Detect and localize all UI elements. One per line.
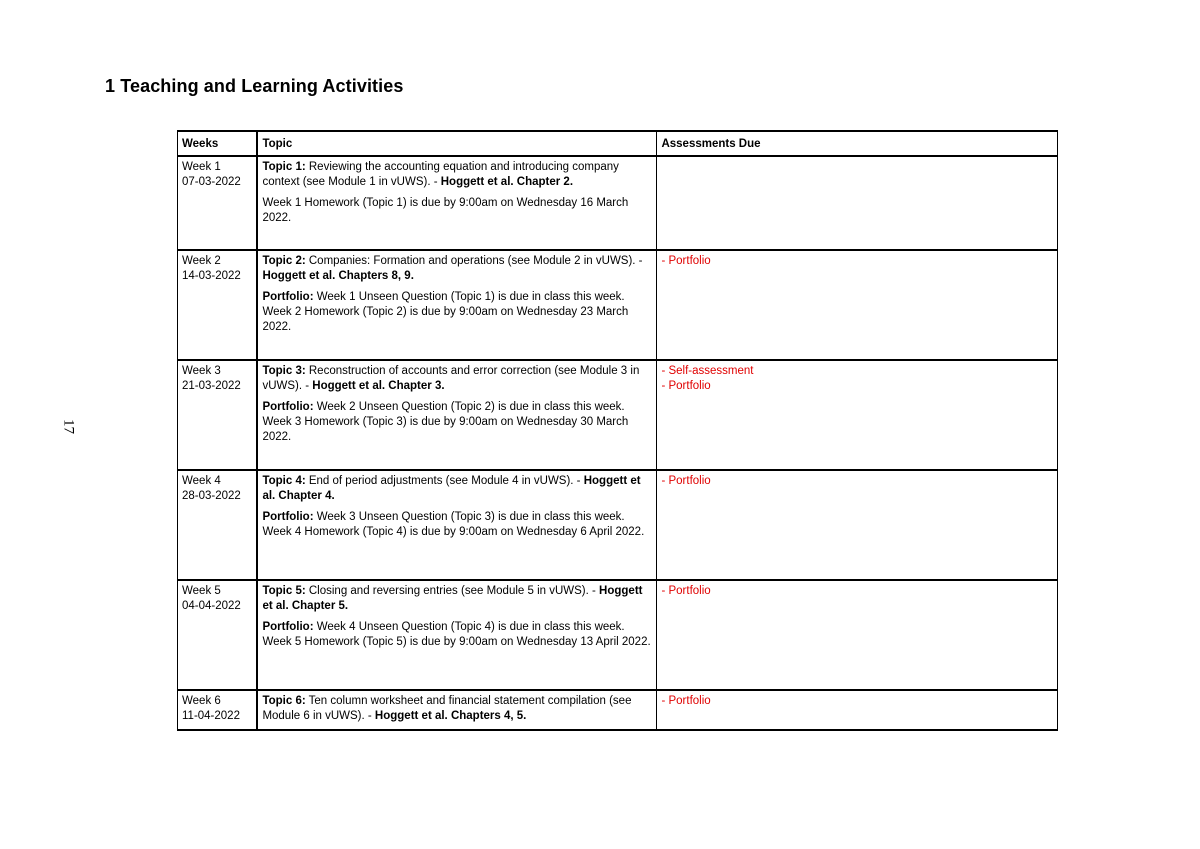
week-label: Week 6 xyxy=(182,695,221,707)
assessments-cell xyxy=(657,690,1058,730)
topic-label: Topic 5: xyxy=(262,585,306,597)
topic-line xyxy=(262,584,652,614)
table-row xyxy=(178,156,1058,250)
topic-line xyxy=(262,474,652,504)
topic-cell xyxy=(257,250,657,360)
topic-cell xyxy=(257,360,657,470)
detail-line xyxy=(262,290,652,335)
reading: Hoggett et al. Chapters 8, 9. xyxy=(262,270,414,282)
topic-label: Topic 2: xyxy=(262,255,306,267)
detail-label: Portfolio: xyxy=(262,621,314,633)
detail-text: Week 4 Unseen Question (Topic 4) is due in class this week. Week 5 Homework (Topic 5) is due by 9:00am on Wednesday 13 April 2022. xyxy=(262,621,651,648)
header-assessments: Assessments Due xyxy=(657,131,1058,156)
topic-cell xyxy=(257,156,657,250)
detail-text: Week 1 Homework (Topic 1) is due by 9:00am on Wednesday 16 March 2022. xyxy=(262,197,629,224)
schedule-table xyxy=(177,130,1058,731)
topic-text: Closing and reversing entries (see Module 5 in vUWS). - xyxy=(305,585,600,597)
week-date: 07-03-2022 xyxy=(182,176,241,188)
assessments-cell xyxy=(657,470,1058,580)
topic-label: Topic 1: xyxy=(262,161,306,173)
topic-cell xyxy=(257,690,657,730)
detail-label: Portfolio: xyxy=(262,291,314,303)
table-row xyxy=(178,690,1058,730)
topic-text: Ten column worksheet and financial statement compilation (see Module 6 in vUWS). - xyxy=(262,695,632,722)
assessment-item: - Portfolio xyxy=(661,380,711,392)
header-topic: Topic xyxy=(257,131,657,156)
page-title: 1 Teaching and Learning Activities xyxy=(105,76,404,96)
week-cell xyxy=(178,360,258,470)
table-row xyxy=(178,360,1058,470)
detail-line xyxy=(262,400,652,445)
week-cell xyxy=(178,580,258,690)
week-date: 14-03-2022 xyxy=(182,270,241,282)
week-cell xyxy=(178,156,258,250)
detail-text: Week 3 Unseen Question (Topic 3) is due in class this week. Week 4 Homework (Topic 4) is due by 9:00am on Wednesday 6 April 2022. xyxy=(262,511,645,538)
reading: Hoggett et al. Chapter 3. xyxy=(312,380,445,392)
assessment-item: - Portfolio xyxy=(661,255,711,267)
topic-line xyxy=(262,364,652,394)
topic-label: Topic 6: xyxy=(262,695,306,707)
reading: Hoggett et al. Chapters 4, 5. xyxy=(374,710,527,722)
week-label: Week 5 xyxy=(182,585,221,597)
week-date: 04-04-2022 xyxy=(182,600,241,612)
assessment-item: - Portfolio xyxy=(661,695,711,707)
assessment-item: - Portfolio xyxy=(661,475,711,487)
assessments-cell xyxy=(657,156,1058,250)
detail-line xyxy=(262,620,652,650)
reading: Hoggett et al. Chapter 2. xyxy=(440,176,574,188)
topic-text: Reconstruction of accounts and error correction (see Module 3 in vUWS). - xyxy=(262,365,640,392)
week-date: 21-03-2022 xyxy=(182,380,241,392)
topic-line xyxy=(262,254,652,284)
assessments-cell xyxy=(657,360,1058,470)
detail-text: Week 2 Unseen Question (Topic 2) is due in class this week. Week 3 Homework (Topic 3) is due by 9:00am on Wednesday 30 March 2022. xyxy=(262,401,629,443)
detail-label: Portfolio: xyxy=(262,511,314,523)
table-header-row xyxy=(178,131,1058,156)
assessments-cell xyxy=(657,250,1058,360)
topic-text: End of period adjustments (see Module 4 in vUWS). - xyxy=(305,475,584,487)
table-row xyxy=(178,250,1058,360)
week-label: Week 3 xyxy=(182,365,221,377)
week-date: 28-03-2022 xyxy=(182,490,241,502)
topic-label: Topic 4: xyxy=(262,475,306,487)
week-label: Week 1 xyxy=(182,161,221,173)
topic-text: Reviewing the accounting equation and introducing company context (see Module 1 in vUWS). - xyxy=(262,161,619,188)
header-weeks: Weeks xyxy=(178,131,258,156)
assessments-cell xyxy=(657,580,1058,690)
topic-line xyxy=(262,694,652,724)
page-number: 17 xyxy=(60,419,77,434)
week-label: Week 4 xyxy=(182,475,221,487)
week-cell xyxy=(178,690,258,730)
table-row xyxy=(178,470,1058,580)
topic-cell xyxy=(257,580,657,690)
week-cell xyxy=(178,470,258,580)
table-row xyxy=(178,580,1058,690)
week-date: 11-04-2022 xyxy=(182,710,240,722)
week-cell xyxy=(178,250,258,360)
topic-line xyxy=(262,160,652,190)
detail-line xyxy=(262,510,652,540)
detail-label: Portfolio: xyxy=(262,401,314,413)
detail-text: Week 1 Unseen Question (Topic 1) is due in class this week. Week 2 Homework (Topic 2) is due by 9:00am on Wednesday 23 March 2022. xyxy=(262,291,629,333)
reading: Hoggett et al. Chapter 5. xyxy=(262,585,643,612)
topic-text: Companies: Formation and operations (see Module 2 in vUWS). - xyxy=(305,255,643,267)
week-label: Week 2 xyxy=(182,255,221,267)
topic-label: Topic 3: xyxy=(262,365,306,377)
topic-cell xyxy=(257,470,657,580)
reading: Hoggett et al. Chapter 4. xyxy=(262,475,641,502)
assessment-item: - Self-assessment xyxy=(661,365,754,377)
detail-line xyxy=(262,196,652,226)
assessment-item: - Portfolio xyxy=(661,585,711,597)
